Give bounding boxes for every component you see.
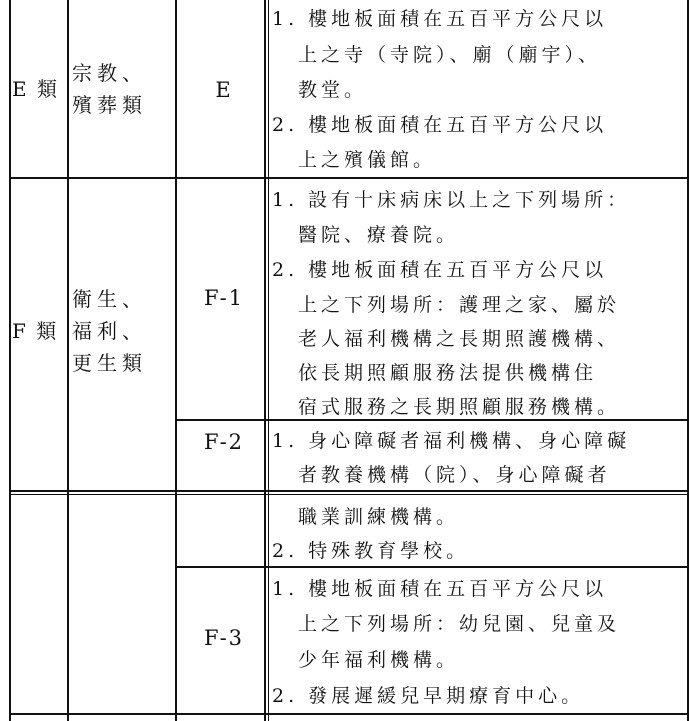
- list-item: 2. 發展遲緩兒早期療育中心。: [272, 685, 585, 707]
- list-item: 上之下列場所：護理之家、屬於: [298, 294, 621, 316]
- category-name: 宗教、: [72, 61, 147, 85]
- row-divider: [175, 566, 689, 568]
- list-item: 教堂。: [298, 79, 368, 101]
- list-item: 上之寺（寺院）、廟（廟宇）、: [298, 44, 602, 66]
- list-item: 老人福利機構之長期照護機構、: [298, 328, 621, 350]
- column-divider: [175, 0, 177, 721]
- list-item: 職業訓練機構。: [298, 506, 460, 528]
- list-item: 醫院、療養院。: [298, 224, 460, 246]
- list-item: 2. 樓地板面積在五百平方公尺以: [272, 259, 608, 281]
- row-divider: [9, 177, 689, 179]
- list-item: 2. 樓地板面積在五百平方公尺以: [272, 114, 608, 136]
- category-name: 衛生、: [72, 287, 147, 311]
- list-item: 少年福利機構。: [298, 649, 460, 671]
- page-break-line-inner: [9, 494, 689, 495]
- row-divider: [175, 419, 689, 421]
- list-item: 依長期照顧服務法提供機構住: [298, 362, 598, 384]
- use-code: F-3: [203, 626, 245, 650]
- list-item: 上之下列場所：幼兒園、兒童及: [298, 613, 621, 635]
- list-item: 者教養機構（院）、身心障礙者: [298, 464, 611, 486]
- category-name: 福利、: [72, 319, 147, 343]
- category-name: 更生類: [72, 351, 147, 375]
- table-border-bottom: [9, 713, 689, 715]
- page-break-line: [9, 490, 689, 492]
- use-code: F-2: [203, 430, 245, 454]
- column-divider: [264, 0, 266, 721]
- table-border-left: [9, 0, 11, 721]
- table-border-right: [687, 0, 689, 721]
- list-item: 上之殯儀館。: [298, 149, 437, 171]
- list-item: 1. 身心障礙者福利機構、身心障礙: [272, 430, 631, 452]
- list-item: 宿式服務之長期照顧服務機構。: [298, 396, 621, 418]
- list-item: 1. 樓地板面積在五百平方公尺以: [272, 578, 608, 600]
- use-code: E: [215, 78, 233, 102]
- column-divider-inner: [268, 0, 269, 721]
- list-item: 1. 樓地板面積在五百平方公尺以: [272, 8, 608, 30]
- list-item: 2. 特殊教育學校。: [272, 540, 470, 562]
- column-divider: [67, 0, 69, 721]
- group-label: F 類: [12, 319, 59, 343]
- list-item: 1. 設有十床病床以上之下列場所：: [272, 189, 631, 211]
- group-label: E 類: [12, 77, 59, 101]
- use-code: F-1: [203, 286, 245, 310]
- category-name: 殯葬類: [72, 93, 147, 117]
